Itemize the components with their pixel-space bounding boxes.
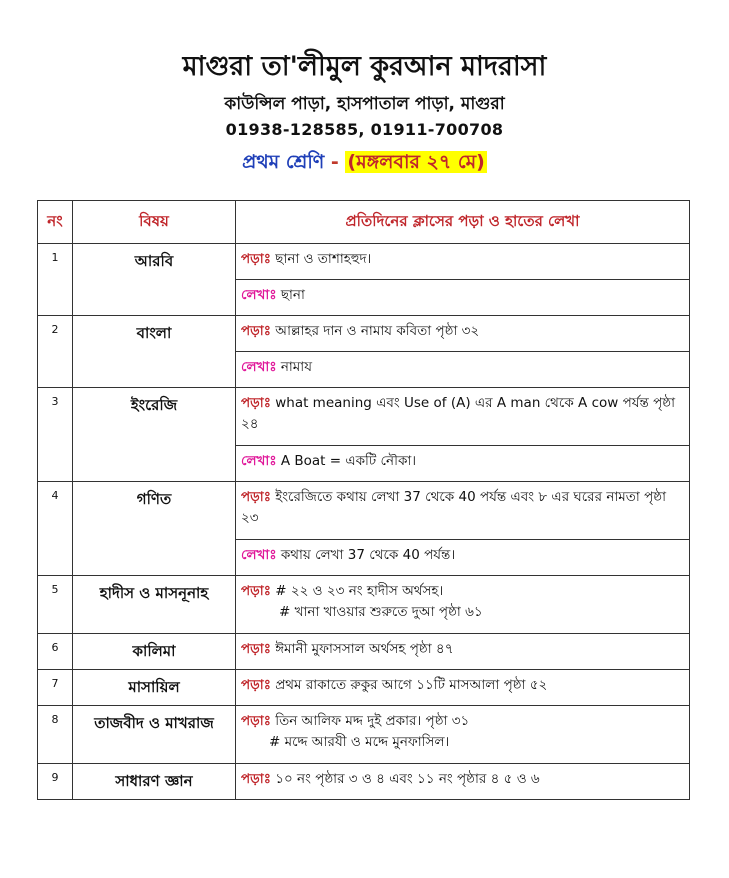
row-number: 5 [38,576,73,634]
subject-name: সাধারণ জ্ঞান [73,764,236,800]
write-label: লেখাঃ [241,453,277,469]
routine-table [37,200,690,800]
write-text: কথায় লেখা 37 থেকে 40 পর্যন্ত। [280,547,456,563]
contact-phones: 01938-128585, 01911-700708 [225,120,504,139]
read-text: what meaning এবং Use of (A) এর A man থেকে A cow পর্যন্ত পৃষ্ঠা ২৪ [241,395,676,432]
write-text: A Boat = একটি নৌকা। [280,453,417,469]
read-cell [236,388,690,446]
read-cell [236,482,690,540]
row-number: 3 [38,388,73,482]
read-cell [236,670,690,706]
separator: - [324,151,346,173]
write-cell [236,446,690,482]
subject-name: মাসায়িল [73,670,236,706]
write-text: নামায [280,359,312,375]
subject-name: তাজবীদ ও মাখরাজ [73,706,236,764]
table-row [38,670,690,706]
read-text: ঈমানী মুফাসসাল অর্থসহ পৃষ্ঠা ৪৭ [275,641,454,657]
read-cell [236,576,690,634]
read-text: # ২২ ও ২৩ নং হাদীস অর্থসহ। [275,583,444,599]
read-cell [236,244,690,280]
read-label: পড়াঃ [241,395,271,411]
row-number: 2 [38,316,73,388]
read-label: পড়াঃ [241,323,271,339]
read-text: প্রথম রাকাতে রুকুর আগে ১১টি মাসআলা পৃষ্ঠা ৫২ [275,677,548,693]
table-row [38,388,690,446]
read-label: পড়াঃ [241,251,271,267]
subject-name: গণিত [73,482,236,576]
row-number: 8 [38,706,73,764]
subject-name: কালিমা [73,634,236,670]
table-header-row [38,201,690,244]
write-cell [236,540,690,576]
read-text-extra: # খানা খাওয়ার শুরুতে দুআ পৃষ্ঠা ৬১ [279,604,483,620]
read-text-extra: # মদ্দে আরযী ও মদ্দে মুনফাসিল। [269,734,450,750]
read-label: পড়াঃ [241,641,271,657]
madrasa-address: কাউন্সিল পাড়া, হাসপাতাল পাড়া, মাগুরা [224,94,505,114]
write-label: লেখাঃ [241,359,277,375]
subject-name: বাংলা [73,316,236,388]
read-label: পড়াঃ [241,713,271,729]
row-number: 7 [38,670,73,706]
table-row [38,634,690,670]
table-row [38,316,690,352]
row-number: 4 [38,482,73,576]
table-row [38,764,690,800]
row-number: 6 [38,634,73,670]
read-text: ছানা ও তাশাহহুদ। [275,251,372,267]
header-subject: বিষয় [73,201,236,244]
class-date-line [0,148,729,180]
madrasa-title: মাগুরা তা'লীমুল কুরআন মাদরাসা [182,51,547,82]
row-number: 1 [38,244,73,316]
class-date: (মঙ্গলবার ২৭ মে) [347,151,485,173]
read-cell [236,634,690,670]
read-text: আল্লাহর দান ও নামায কবিতা পৃষ্ঠা ৩২ [275,323,480,339]
table-row [38,244,690,280]
read-text: ইংরেজিতে কথায় লেখা 37 থেকে 40 পর্যন্ত এবং ৮ এর ঘরের নামতা পৃষ্ঠা ২৩ [241,489,667,526]
read-cell [236,316,690,352]
header-no: নং [38,201,73,244]
write-cell [236,352,690,388]
read-label: পড়াঃ [241,677,271,693]
read-label: পড়াঃ [241,489,271,505]
read-cell [236,706,690,764]
read-label: পড়াঃ [241,771,271,787]
read-text: ১০ নং পৃষ্ঠার ৩ ও ৪ এবং ১১ নং পৃষ্ঠার ৪ ৫ ও ৬ [275,771,540,787]
header-details: প্রতিদিনের ক্লাসের পড়া ও হাতের লেখা [236,201,690,244]
subject-name: ইংরেজি [73,388,236,482]
read-cell [236,764,690,800]
subject-name: আরবি [73,244,236,316]
read-label: পড়াঃ [241,583,271,599]
write-cell [236,280,690,316]
subject-name: হাদীস ও মাসনূনাহ [73,576,236,634]
write-label: লেখাঃ [241,287,277,303]
table-row [38,706,690,764]
table-row [38,576,690,634]
class-name: প্রথম শ্রেণি [242,151,325,173]
table-row [38,482,690,540]
read-text: তিন আলিফ মদ্দ দুই প্রকার। পৃষ্ঠা ৩১ [275,713,470,729]
write-label: লেখাঃ [241,547,277,563]
write-text: ছানা [280,287,305,303]
row-number: 9 [38,764,73,800]
